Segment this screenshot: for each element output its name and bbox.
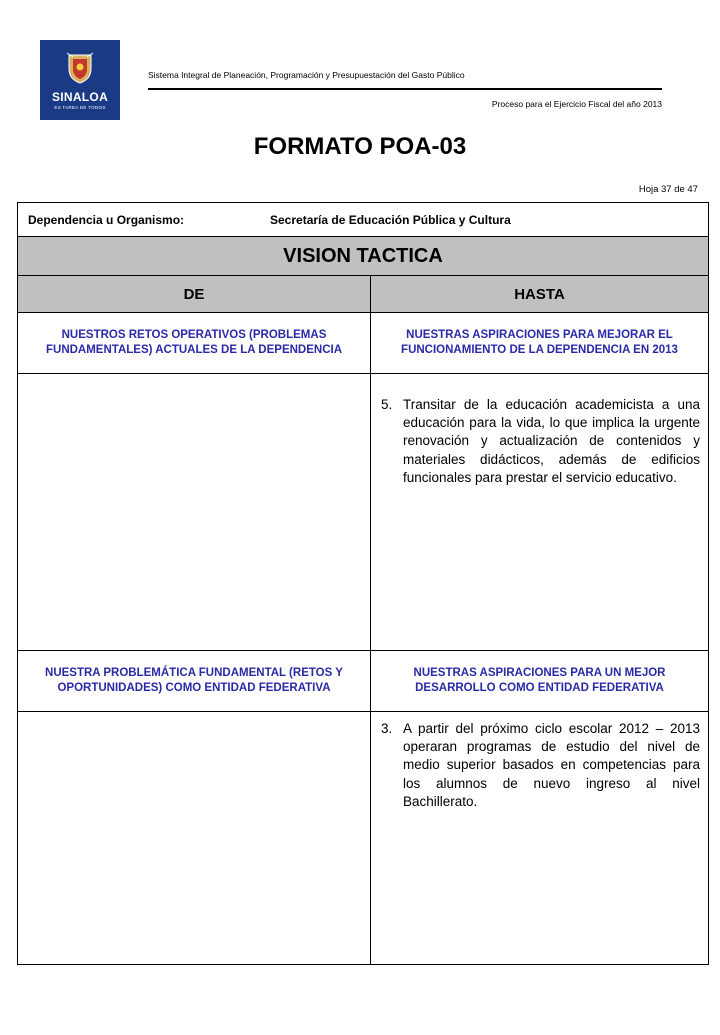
block1-right-heading: NUESTRAS ASPIRACIONES PARA MEJORAR EL FUNCIONAMIENTO DE LA DEPENDENCIA EN 2013 — [371, 313, 709, 374]
process-subtitle: Proceso para el Ejercicio Fiscal del año 2013 — [491, 99, 662, 109]
item-number: 3. — [381, 721, 393, 736]
block1-right-cell — [371, 374, 709, 651]
block2-right-heading: NUESTRAS ASPIRACIONES PARA UN MEJOR DESARROLLO COMO ENTIDAD FEDERATIVA — [371, 651, 709, 712]
sinaloa-logo — [40, 40, 120, 120]
dependency-label: Dependencia u Organismo: — [28, 212, 185, 227]
coat-of-arms-icon — [65, 51, 95, 85]
block2-left-heading: NUESTRA PROBLEMÁTICA FUNDAMENTAL (RETOS Y OPORTUNIDADES) COMO ENTIDAD FEDERATIVA — [18, 651, 371, 712]
dependency-value: Secretaría de Educación Pública y Cultura — [270, 212, 511, 227]
logo-name: SINALOA — [51, 90, 109, 104]
poa-table — [17, 202, 709, 965]
header-divider — [148, 88, 662, 90]
dependency-row — [18, 203, 709, 237]
system-title: Sistema Integral de Planeación, Programación y Presupuestación del Gasto Público — [148, 70, 465, 80]
item-text: Transitar de la educación academicista a una educación para la vida, lo que implica la urgente renovación y actualización de contenidos y materiales didácticos, además de edificios funcionales para prestar el servicio educativo. — [403, 397, 700, 485]
column-header-from: DE — [18, 276, 371, 313]
item-text: A partir del próximo ciclo escolar 2012 – 2013 operaran programas de estudio del nivel de medio superior basados en competencias para los alumnos de nuevo ingreso al nivel Bachillerato. — [403, 721, 700, 809]
logo-tagline: ES TAREA DE TODOS — [54, 105, 106, 110]
column-header-to: HASTA — [371, 276, 709, 313]
section-title: VISION TACTICA — [18, 237, 709, 276]
sheet-number: Hoja 37 de 47 — [638, 184, 698, 195]
block2-left-cell — [18, 712, 371, 965]
block2-right-cell — [371, 712, 709, 965]
block1-left-cell — [18, 374, 371, 651]
block1-left-heading: NUESTROS RETOS OPERATIVOS (PROBLEMAS FUNDAMENTALES) ACTUALES DE LA DEPENDENCIA — [18, 313, 371, 374]
list-item — [371, 374, 708, 487]
item-number: 5. — [381, 397, 393, 412]
list-item — [371, 712, 708, 811]
form-title: FORMATO POA-03 — [253, 133, 467, 160]
